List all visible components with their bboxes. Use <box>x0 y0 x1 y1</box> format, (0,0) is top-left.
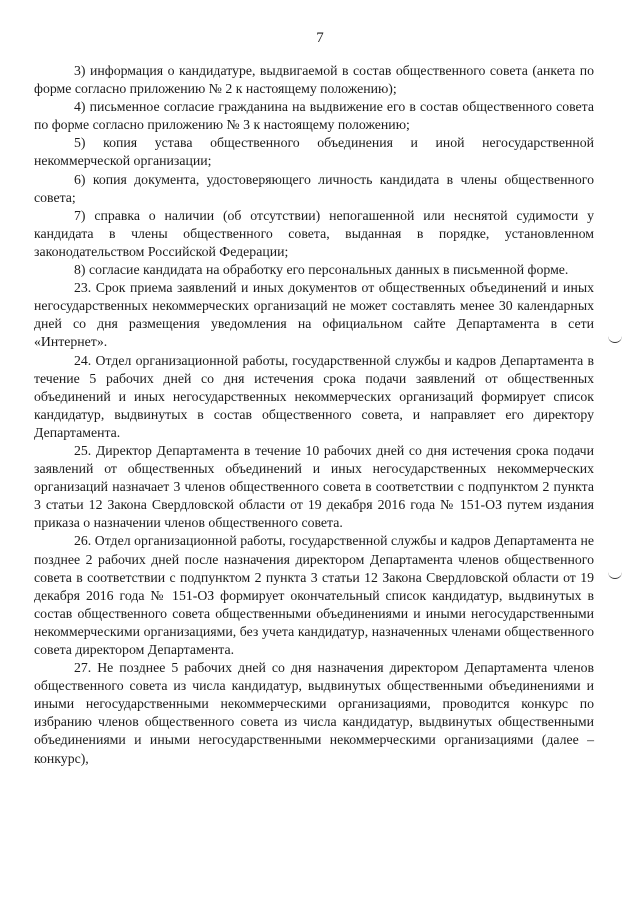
paragraph-item-7: 7) справка о наличии (об отсутствии) непогашенной или неснятой судимости у кандидата в члены общественного совета, выданная в порядке, установленном законодательством Российской Федерации; <box>34 207 594 259</box>
paragraph-clause-26: 26. Отдел организационной работы, государственной службы и кадров Департамента не позднее 2 рабочих дней после назначения директором Департамента членов общественного совета в соответствии с подпунктом 2 пункта 3 статьи 12 Закона Свердловской области от 19 декабря 2016 года № 151-ОЗ формирует окончательный список кандидатур, выдвинутых в состав общественного совета общественными объединениями и иными негосударственными некоммерческими организациями, без учета кандидатур, назначенных членами общественного совета директором Департамента. <box>34 533 594 657</box>
paragraph-item-4: 4) письменное согласие гражданина на выдвижение его в состав общественного совета по форме согласно приложению № 3 к настоящему положению; <box>34 99 594 133</box>
paragraph-item-6: 6) копия документа, удостоверяющего личность кандидата в члены общественного совета; <box>34 171 594 205</box>
paragraph-clause-25: 25. Директор Департамента в течение 10 рабочих дней со дня истечения срока подачи заявлений от общественных объединений и иных негосударственных некоммерческих организаций назначает 3 членов общественного совета в соответствии с подпунктом 2 пункта 3 статьи 12 Закона Свердловской области от 19 декабря 2016 года № 151-ОЗ путем издания приказа о назначении членов общественного совета. <box>34 442 594 531</box>
margin-scan-mark <box>608 336 622 343</box>
paragraph-item-5: 5) копия устава общественного объединения и иной негосударственной некоммерческой организации; <box>34 135 594 169</box>
margin-scan-mark <box>608 572 622 579</box>
paragraph-clause-24: 24. Отдел организационной работы, государственной службы и кадров Департамента в течение 5 рабочих дней со дня истечения срока подачи заявлений от общественных объединений и иных негосударственных некоммерческих организаций формирует список кандидатур, выдвинутых в состав общественного совета, и направляет его директору Департамента. <box>34 352 594 440</box>
paragraph-clause-23: 23. Срок приема заявлений и иных документов от общественных объединений и иных негосударственных некоммерческих организаций не может составлять менее 30 календарных дней со дня размещения уведомления на официальном сайте Департамента в сети «Интернет». <box>34 280 594 350</box>
page-number: 7 <box>316 30 324 46</box>
document-body <box>34 62 594 768</box>
paragraph-clause-27: 27. Не позднее 5 рабочих дней со дня назначения директором Департамента членов общественного совета из числа кандидатур, выдвинутых общественными объединениями и иными негосударственными некоммерческими организациями, проводится конкурс по избранию членов общественного совета из числа кандидатур, выдвинутых общественными объединениями и иными негосударственными некоммерческими организациями (далее – конкурс), <box>34 660 594 766</box>
paragraph-item-3: 3) информация о кандидатуре, выдвигаемой в состав общественного совета (анкета по форме согласно приложению № 2 к настоящему положению); <box>34 63 594 97</box>
paragraph-item-8: 8) согласие кандидата на обработку его персональных данных в письменной форме. <box>74 262 569 278</box>
